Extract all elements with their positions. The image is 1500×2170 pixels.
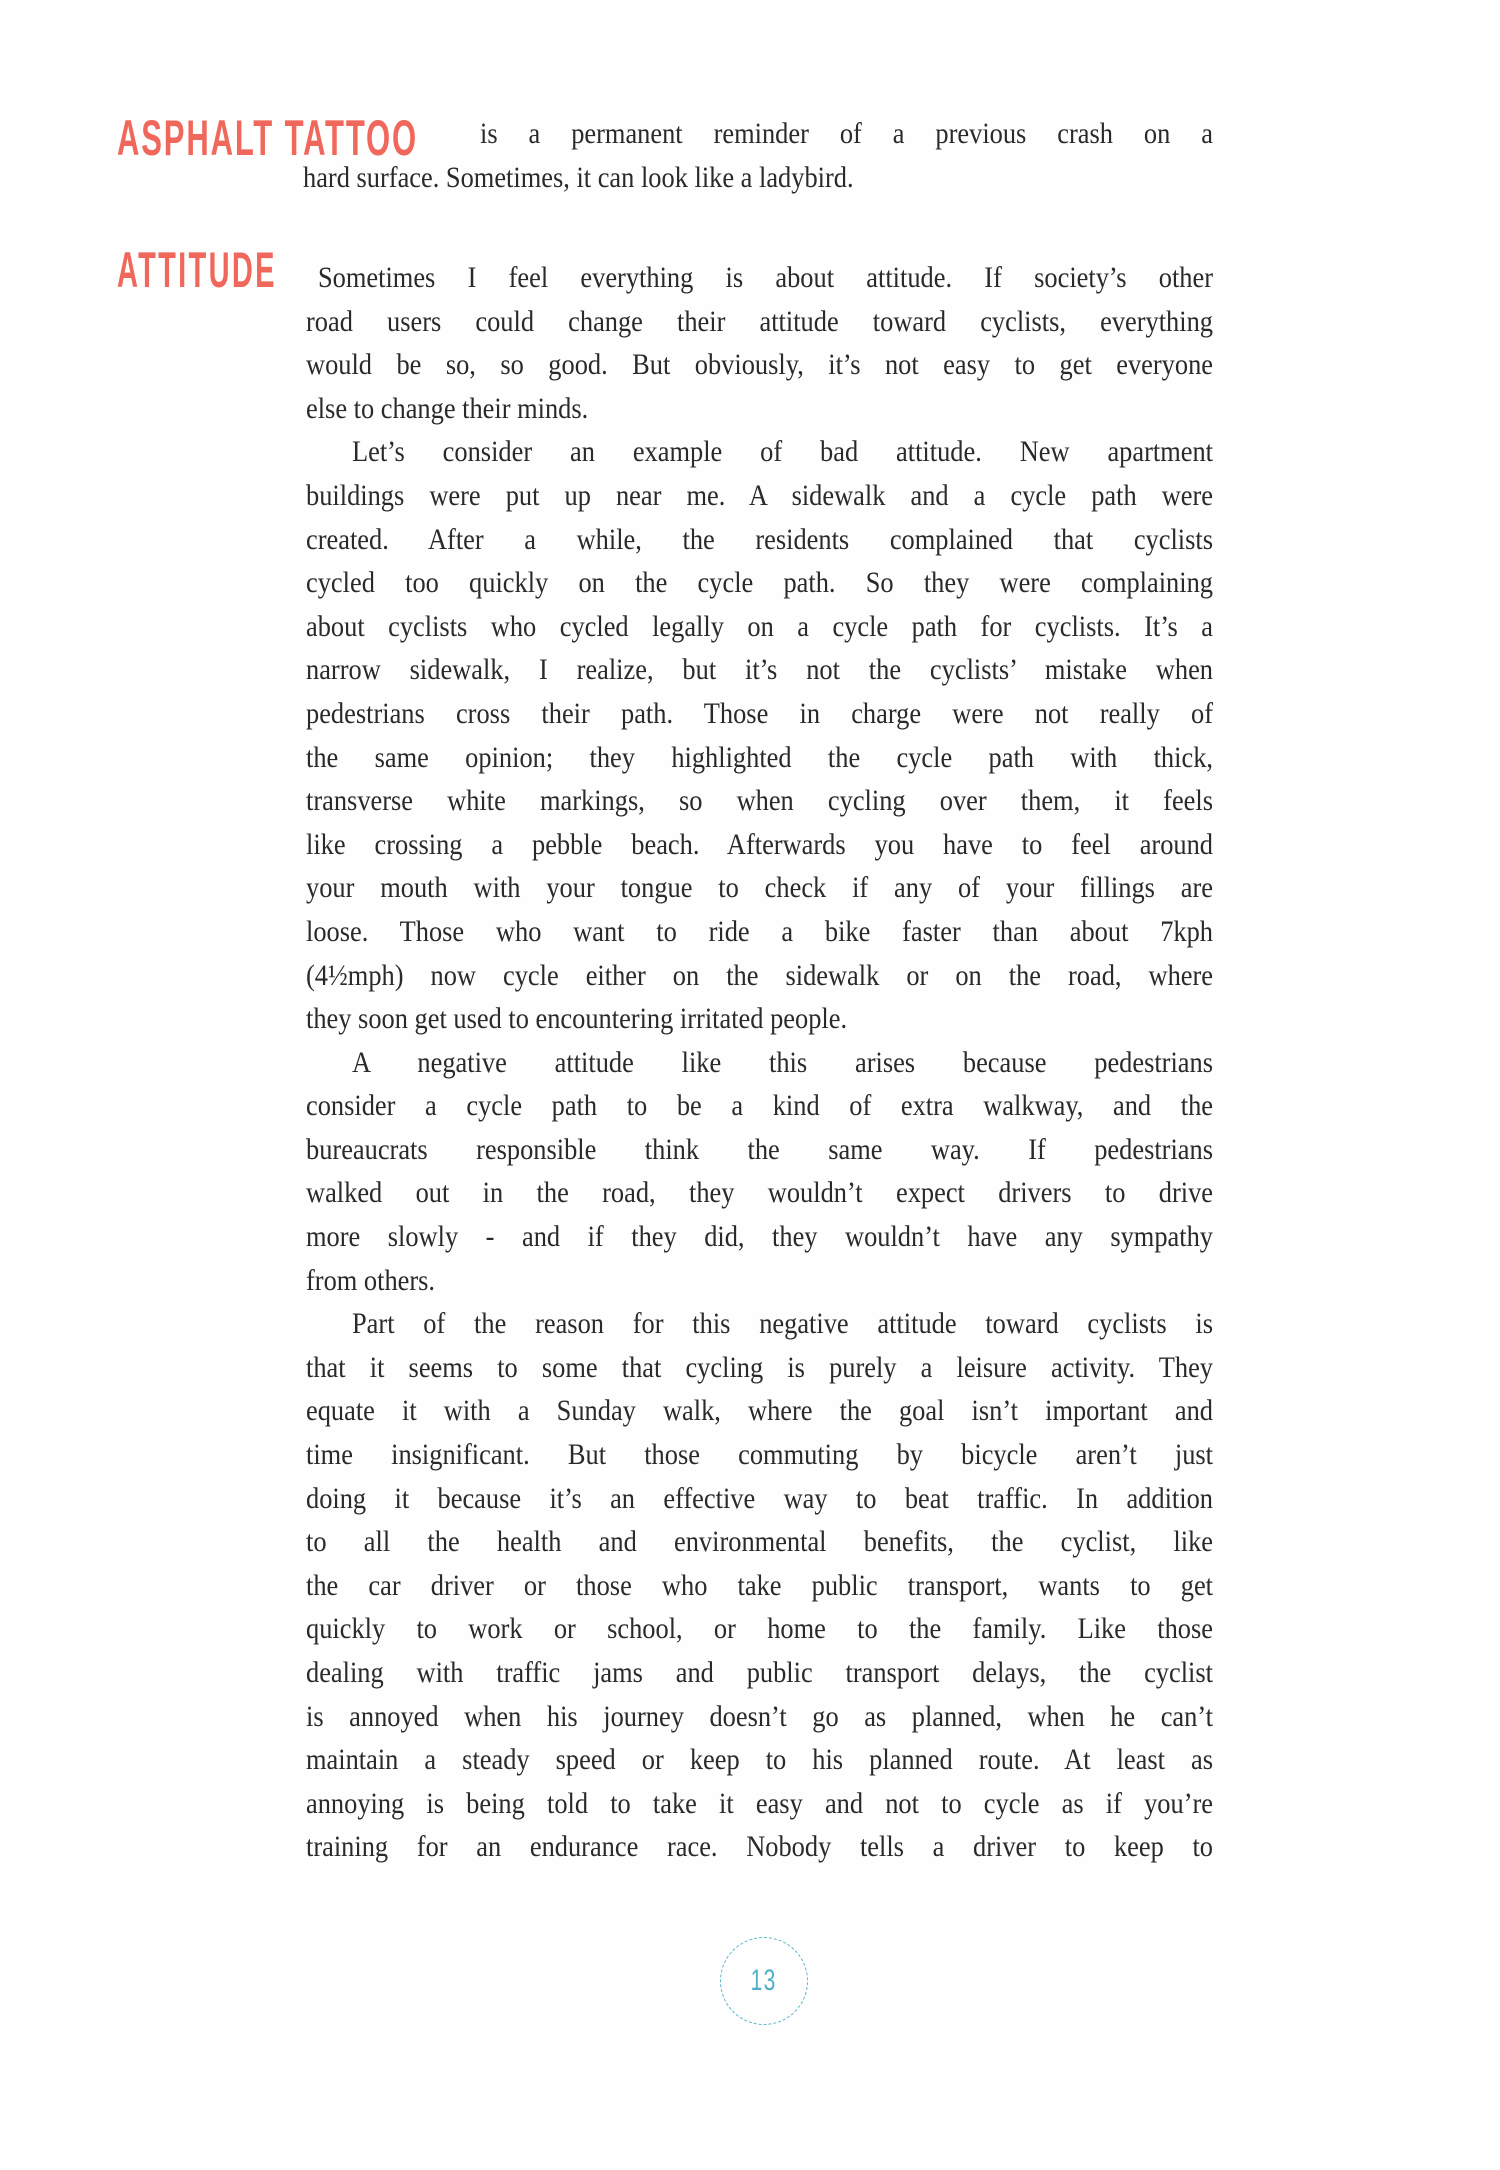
entry-definition-attitude	[306, 256, 1213, 1869]
text-line	[306, 648, 1213, 692]
text-line-content: is annoyed when his journey doesn’t go as planned, when he can’t	[306, 1699, 1214, 1733]
text-line	[306, 823, 1213, 867]
page-number-badge	[720, 1937, 808, 2025]
text-line	[306, 1564, 1213, 1608]
text-line	[306, 1302, 1213, 1346]
text-line	[303, 156, 1213, 200]
text-line-content: road users could change their attitude toward cyclists, everything	[306, 304, 1214, 338]
text-line	[306, 1651, 1213, 1695]
text-line	[306, 256, 1213, 300]
text-line-content: buildings were put up near me. A sidewalk and a cycle path were	[306, 478, 1214, 512]
text-line-content: else to change their minds.	[306, 391, 589, 425]
text-line-content: equate it with a Sunday walk, where the goal isn’t important and	[306, 1394, 1214, 1428]
text-line-content: Sometimes I feel everything is about attitude. If society’s other	[318, 261, 1214, 294]
text-line	[306, 1825, 1213, 1869]
text-line-content: about cyclists who cycled legally on a cycle path for cyclists. It’s a	[306, 609, 1213, 643]
text-line-content: loose. Those who want to ride a bike faster than about 7kph	[306, 914, 1213, 948]
text-line-content: like crossing a pebble beach. Afterwards you have to feel around	[306, 827, 1214, 861]
entry-term-attitude: ATTITUDE	[117, 242, 277, 298]
text-line	[306, 1128, 1213, 1172]
text-line	[306, 518, 1213, 562]
text-line-content: maintain a steady speed or keep to his planned route. At least as	[306, 1743, 1213, 1777]
text-line	[306, 1433, 1213, 1477]
text-line-content: hard surface. Sometimes, it can look like a ladybird.	[303, 160, 854, 194]
text-line	[306, 561, 1213, 605]
text-line	[306, 1520, 1213, 1564]
text-line-content: is a permanent reminder of a previous crash on a	[480, 117, 1213, 150]
text-line-content: transverse white markings, so when cycling over them, it feels	[306, 784, 1214, 818]
text-line	[306, 866, 1213, 910]
text-line	[306, 387, 1213, 431]
text-line-content: Let’s consider an example of bad attitude. New apartment	[352, 435, 1213, 469]
text-line	[306, 1477, 1213, 1521]
text-line-content: that it seems to some that cycling is purely a leisure activity. They	[306, 1350, 1213, 1384]
text-line	[306, 300, 1213, 344]
text-line	[306, 605, 1213, 649]
text-line-content: quickly to work or school, or home to the family. Like those	[306, 1612, 1213, 1646]
text-line-content: consider a cycle path to be a kind of extra walkway, and the	[306, 1089, 1213, 1123]
text-line-content: would be so, so good. But obviously, it’s not easy to get everyone	[306, 348, 1214, 382]
text-line	[306, 1215, 1213, 1259]
text-line-content: dealing with traffic jams and public transport delays, the cyclist	[306, 1656, 1214, 1689]
text-line	[306, 1171, 1213, 1215]
text-line	[306, 779, 1213, 823]
text-line-content: Part of the reason for this negative attitude toward cyclists is	[352, 1307, 1213, 1341]
text-line-content: annoying is being told to take it easy and not to cycle as if you’re	[306, 1786, 1214, 1820]
text-line-content: the car driver or those who take public transport, wants to get	[306, 1568, 1214, 1602]
text-line-content: cycled too quickly on the cycle path. So they were complaining	[306, 566, 1214, 600]
text-line	[306, 1607, 1213, 1651]
text-line	[306, 954, 1213, 998]
entry-term-asphalt-tattoo: ASPHALT TATTOO	[117, 110, 419, 166]
text-line	[306, 1695, 1213, 1739]
text-line	[306, 910, 1213, 954]
text-line-content: the same opinion; they highlighted the cycle path with thick,	[306, 740, 1213, 774]
entry-definition-asphalt-tattoo	[303, 112, 1213, 199]
text-line-content: pedestrians cross their path. Those in charge were not really of	[306, 696, 1213, 730]
text-line	[306, 1259, 1213, 1303]
text-line	[306, 692, 1213, 736]
text-line-content: your mouth with your tongue to check if any of your fillings are	[306, 871, 1214, 905]
text-line-content: time insignificant. But those commuting by bicycle aren’t just	[306, 1438, 1214, 1472]
text-line	[303, 112, 1213, 156]
text-line	[306, 474, 1213, 518]
text-line-content: (4½mph) now cycle either on the sidewalk or on the road, where	[306, 958, 1214, 992]
text-line	[306, 1346, 1213, 1390]
text-line	[306, 1041, 1213, 1085]
text-line	[306, 1389, 1213, 1433]
text-line	[306, 1738, 1213, 1782]
text-line-content: more slowly - and if they did, they wouldn’t have any sympathy	[306, 1220, 1214, 1254]
page-number: 13	[750, 1964, 778, 1997]
text-line	[306, 343, 1213, 387]
text-line-content: walked out in the road, they wouldn’t expect drivers to drive	[306, 1176, 1213, 1210]
text-line-content: narrow sidewalk, I realize, but it’s not the cyclists’ mistake when	[306, 653, 1214, 687]
text-line-content: they soon get used to encountering irritated people.	[306, 1002, 848, 1036]
text-line	[306, 1782, 1213, 1826]
text-line-content: bureaucrats responsible think the same way. If pedestrians	[306, 1132, 1214, 1166]
text-line-content: A negative attitude like this arises because pedestrians	[352, 1045, 1214, 1079]
text-line	[306, 997, 1213, 1041]
text-line-content: created. After a while, the residents complained that cyclists	[306, 522, 1214, 556]
text-line	[306, 430, 1213, 474]
text-line-content: doing it because it’s an effective way to beat traffic. In addition	[306, 1481, 1213, 1515]
text-line-content: from others.	[306, 1263, 436, 1297]
text-line	[306, 1084, 1213, 1128]
text-line	[306, 736, 1213, 780]
text-line-content: to all the health and environmental benefits, the cyclist, like	[306, 1525, 1214, 1559]
text-line-content: training for an endurance race. Nobody tells a driver to keep to	[306, 1830, 1214, 1864]
